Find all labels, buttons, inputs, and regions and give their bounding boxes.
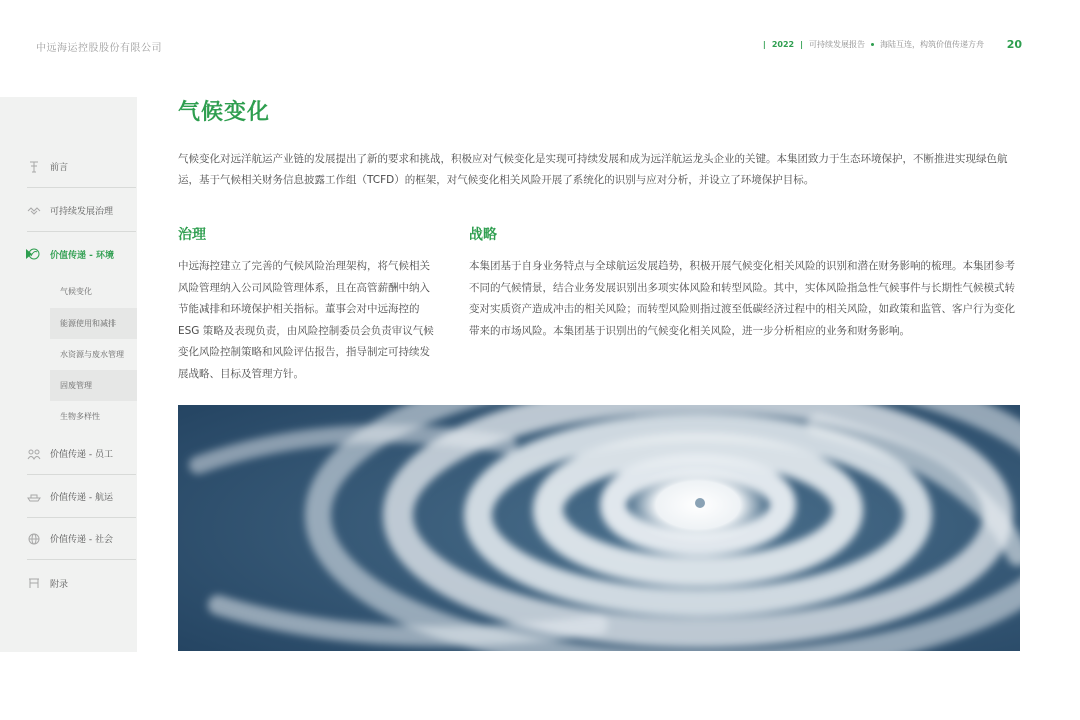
divider: | xyxy=(762,40,766,49)
sidebar-subitem-waste[interactable] xyxy=(50,370,137,401)
sidebar-item-governance[interactable] xyxy=(27,190,136,232)
sidebar-item-label: 附录 xyxy=(50,579,69,590)
bridge-icon xyxy=(27,577,41,589)
report-year: 2022 xyxy=(771,40,795,49)
sidebar-subitem-label: 水资源与废水管理 xyxy=(60,350,124,359)
sidebar-nav xyxy=(0,97,137,652)
sidebar-item-label: 价值传递 - 航运 xyxy=(50,493,113,503)
governance-paragraph: 中远海控建立了完善的气候风险治理架构，将气候相关风险管理纳入公司风险管理体系，且在高管薪酬中纳入节能减排和环境保护相关指标。董事会对中远海控的 ESG 策略及表现负责，由风险控制委员会负责审议气候变化风险控制策略和风险评估报告，指导制定可持续发展战略、目标及管理方针。 xyxy=(178,260,434,380)
sidebar-item-society[interactable] xyxy=(27,518,136,560)
sidebar-item-label: 价值传递 - 员工 xyxy=(50,450,113,460)
sidebar-item-employees[interactable] xyxy=(27,433,136,475)
strategy-heading: 战略 xyxy=(469,227,497,243)
hurricane-satellite-image xyxy=(178,405,1020,651)
sidebar-subitem-label: 气候变化 xyxy=(60,287,92,296)
divider: | xyxy=(800,40,803,49)
sidebar-item-environment[interactable] xyxy=(27,233,136,275)
sidebar-subitem-label: 生物多样性 xyxy=(60,412,100,421)
report-slogan: 海陆互连，构筑价值传递方舟 xyxy=(880,40,984,49)
company-name: 中远海运控股股份有限公司 xyxy=(36,43,162,54)
people-icon xyxy=(27,448,41,460)
sidebar-item-label: 价值传递 - 环境 xyxy=(50,250,115,261)
lightbulb-icon xyxy=(27,161,41,173)
handshake-icon xyxy=(27,205,41,217)
sidebar-item-preface[interactable] xyxy=(27,146,136,188)
sidebar-subitem-water[interactable] xyxy=(50,339,137,370)
active-indicator-arrow xyxy=(26,249,32,259)
sidebar-item-label: 可持续发展治理 xyxy=(50,207,114,217)
page-number: 20 xyxy=(1006,38,1022,51)
sidebar-item-appendix[interactable] xyxy=(27,562,136,604)
sidebar-subitem-label: 能源使用和减排 xyxy=(60,319,116,328)
ship-icon xyxy=(27,491,41,503)
strategy-paragraph: 本集团基于自身业务特点与全球航运发展趋势，积极开展气候变化相关风险的识别和潜在财务影响的梳理。本集团参考不同的气候情景，结合业务发展识别出多项实体风险和转型风险。其中，实体风险指急性气候事件与长期性气候模式转变对实质资产造成冲击的相关风险；而转型风险则指过渡至低碳经济过程中的相关风险，如政策和监管、客户行为变化带来的市场风险。本集团基于识别出的气候变化相关风险，进一步分析相应的业务和财务影响。 xyxy=(469,260,1015,337)
sidebar-subitem-energy[interactable] xyxy=(50,308,137,339)
report-name: 可持续发展报告 xyxy=(809,40,865,49)
intro-paragraph: 气候变化对远洋航运产业链的发展提出了新的要求和挑战，积极应对气候变化是实现可持续发展和成为远洋航运龙头企业的关键。本集团致力于生态环境保护，不断推进实现绿色航运，基于气候相关财务信息披露工作组（TCFD）的框架，对气候变化相关风险开展了系统化的识别与应对分析，并设立了环境保护目标。 xyxy=(178,153,1008,186)
page-title: 气候变化 xyxy=(178,100,271,125)
globe-icon xyxy=(27,533,41,545)
sidebar-item-label: 前言 xyxy=(50,163,69,173)
sidebar-item-shipping[interactable] xyxy=(27,476,136,518)
sidebar-subitem-climate[interactable] xyxy=(50,276,137,307)
sidebar-item-label: 价值传递 - 社会 xyxy=(50,535,113,545)
sidebar-subitem-label: 固废管理 xyxy=(60,381,92,390)
bullet-dot xyxy=(871,43,874,46)
report-header xyxy=(763,39,984,50)
governance-heading: 治理 xyxy=(178,227,206,243)
sidebar-subitem-biodiversity[interactable] xyxy=(50,401,137,432)
